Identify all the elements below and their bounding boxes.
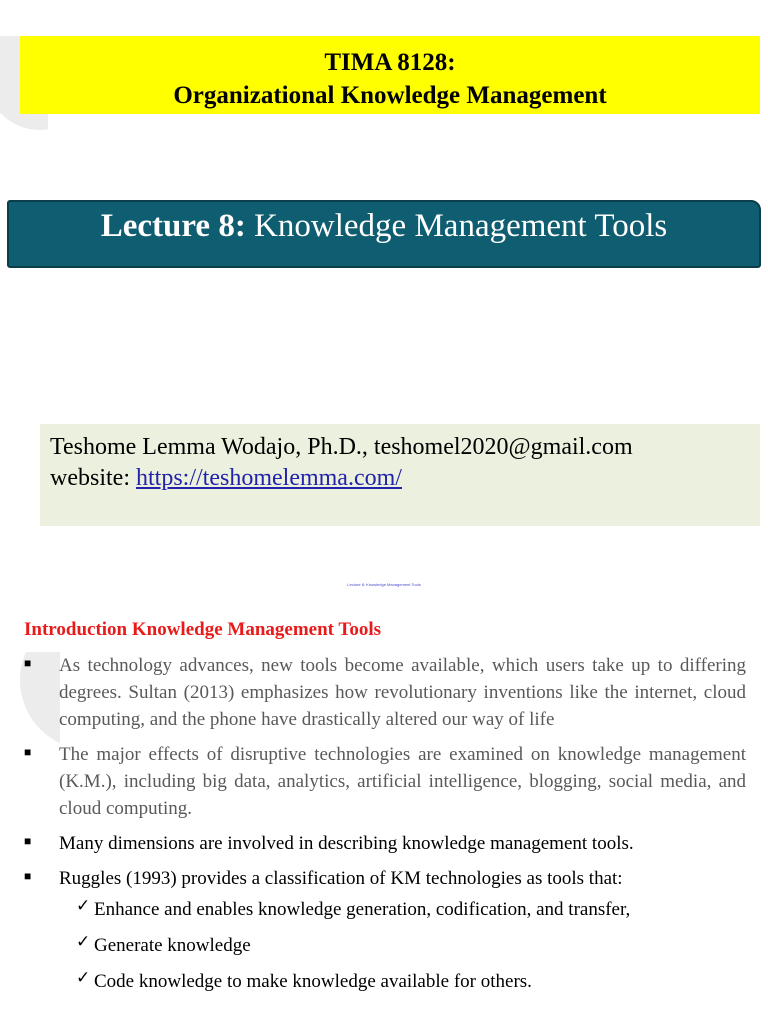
lecture-title: Knowledge Management Tools [245,208,668,244]
bullet-text: Many dimensions are involved in describing knowledge management tools. [59,833,634,854]
bullet-text: As technology advances, new tools become available, which users take up to differing degrees. Sultan (2013) emphasizes how revolutionary inventions like the internet, cloud computing, and the phone have drastically altered our way of life [59,655,746,730]
course-title-banner [20,36,760,114]
lecture-number: Lecture 8: [100,208,246,244]
list-item [24,865,746,995]
sub-bullet-text: Code knowledge to make knowledge available for others. [94,971,532,992]
list-item [24,652,746,733]
bullet-text: The major effects of disruptive technologies are examined on knowledge management (K.M.), including big data, analytics, artificial intelligence, blogging, social media, and cloud computing. [59,744,746,819]
lecture-banner [7,200,761,268]
course-title: Organizational Knowledge Management [173,82,607,109]
bullet-list [24,652,746,1004]
author-line: Teshome Lemma Wodajo, Ph.D., teshomel2020@gmail.com [50,434,633,460]
square-bullet-icon: ■ [24,656,32,670]
website-line [50,463,750,494]
slide-footer-text: Lecture 8: Knowledge Management Tools [347,582,421,587]
section-heading: Introduction Knowledge Management Tools [24,619,381,640]
arc-mask [0,0,95,36]
list-item [76,896,746,923]
sub-bullet-text: Enhance and enables knowledge generation, codification, and transfer, [94,899,631,920]
list-item [24,830,746,857]
square-bullet-icon: ■ [24,834,32,848]
checkmark-icon: ✓ [76,896,91,916]
list-item [76,932,746,959]
website-link[interactable]: https://teshomelemma.com/ [135,465,402,491]
checkmark-icon: ✓ [76,932,91,952]
author-info-box [40,424,760,526]
list-item [24,741,746,822]
square-bullet-icon: ■ [24,745,32,759]
square-bullet-icon: ■ [24,869,32,883]
checkmark-icon: ✓ [76,968,91,988]
list-item [76,968,746,995]
course-code: TIMA 8128: [324,49,456,76]
website-label: website: [50,465,136,491]
bullet-text: Ruggles (1993) provides a classification of KM technologies as tools that: [59,868,623,889]
sub-bullet-text: Generate knowledge [94,935,251,956]
sub-bullet-list [59,896,746,995]
